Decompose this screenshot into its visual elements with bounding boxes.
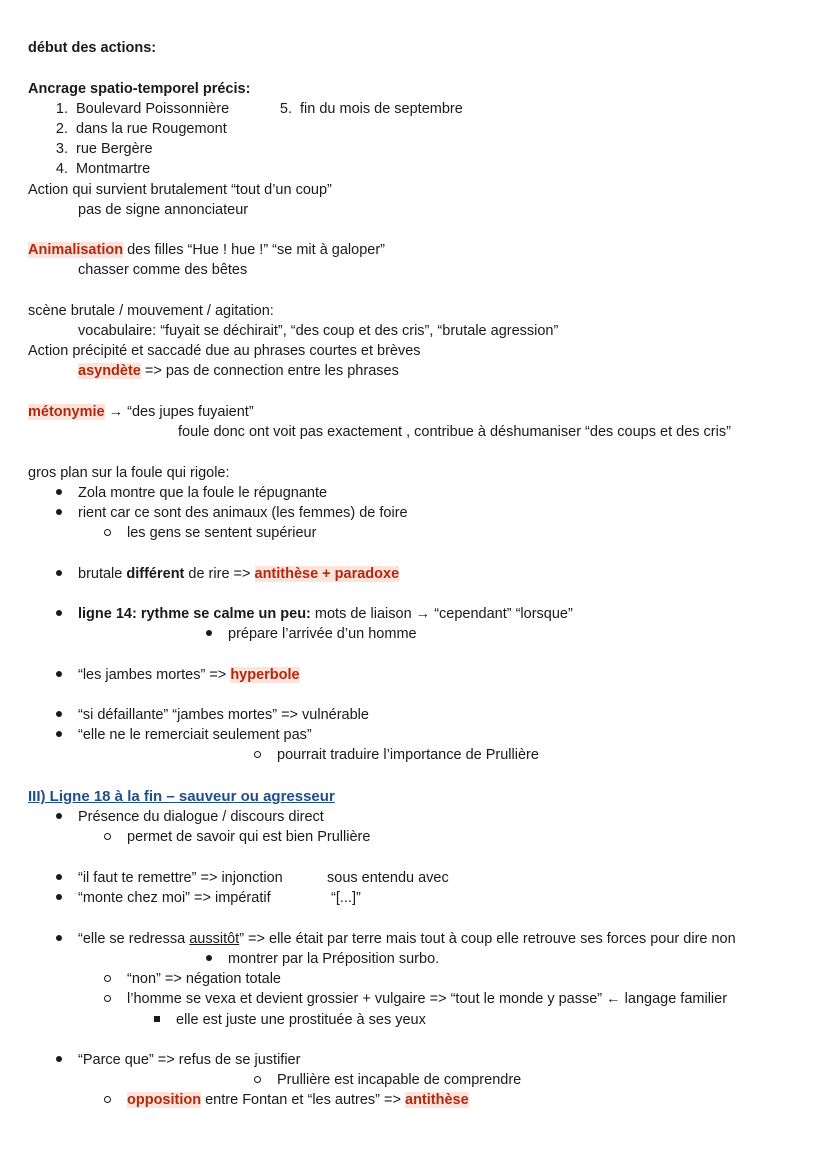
circle-bullet-icon [104, 975, 111, 982]
list-item [56, 929, 736, 949]
list-text: “si défaillante” “jambes mortes” => vulnérable [78, 707, 369, 723]
list-text: “il faut te remettre” => injonction [78, 870, 283, 886]
text-span: des filles “Hue ! hue !” “se mit à galoper” [123, 242, 385, 258]
circle-bullet-icon [254, 1076, 261, 1083]
list-text: “elle ne le remerciait seulement pas” [78, 727, 312, 743]
bullet-icon [56, 509, 62, 515]
list-item [56, 503, 408, 523]
highlight-term: opposition [127, 1092, 202, 1108]
circle-bullet-icon [104, 995, 111, 1002]
circle-bullet-icon [104, 833, 111, 840]
text-span: “les jambes mortes” => [78, 667, 231, 683]
list-text: fin du mois de septembre [300, 101, 463, 117]
heading-debut-actions: début des actions: [28, 40, 157, 56]
highlight-term: asyndète [78, 363, 141, 379]
list-text: les gens se sentent supérieur [127, 525, 317, 541]
text-line: Action précipité et saccadé due au phrases courtes et brèves [28, 343, 421, 359]
list-item [44, 159, 150, 179]
bullet-icon [56, 731, 62, 737]
list-item [44, 139, 153, 159]
section-heading-3: III) Ligne 18 à la fin – sauveur ou agresseur [28, 788, 335, 805]
text-span: → “des jupes fuyaient” [104, 404, 254, 420]
bullet-icon [56, 1056, 62, 1062]
list-item [56, 483, 327, 503]
bullet-icon [56, 894, 62, 900]
list-item [56, 665, 300, 685]
bold-term: différent [126, 566, 185, 582]
list-item [44, 119, 227, 139]
list-item [56, 725, 312, 745]
list-number: 5. [279, 101, 292, 117]
list-text: Zola montre que la foule le répugnante [78, 485, 328, 501]
bold-term: ligne 14: rythme se calme un peu: [78, 606, 311, 622]
text-line: pas de signe annonciateur [78, 202, 249, 218]
text-span: “elle se redressa [78, 931, 190, 947]
list-item [44, 99, 229, 119]
list-item [56, 868, 283, 888]
list-text: rient car ce sont des animaux (les femmes) de foire [78, 505, 408, 521]
heading-ancrage: Ancrage spatio-temporel précis: [28, 81, 251, 97]
list-text: “non” => négation totale [127, 971, 281, 987]
list-text: pourrait traduire l’importance de Prullière [277, 747, 539, 763]
bullet-icon [206, 955, 212, 961]
list-item [56, 888, 271, 908]
list-text: rue Bergère [76, 141, 153, 157]
list-item [56, 705, 369, 725]
text-span: => pas de connection entre les phrases [140, 363, 399, 379]
text-line: vocabulaire: “fuyait se déchirait”, “des coup et des cris”, “brutale agression” [78, 323, 559, 339]
list-text: Présence du dialogue / discours direct [78, 809, 324, 825]
list-item [206, 624, 417, 644]
highlight-term: Animalisation [28, 242, 124, 258]
highlight-term: hyperbole [230, 667, 300, 683]
list-item [254, 745, 539, 765]
list-text: l’homme se vexa et devient grossier + vulgaire => “tout le monde y passe” ← langage familier [127, 991, 728, 1007]
text-span: ” => elle était par terre mais tout à coup elle retrouve ses forces pour dire non [239, 931, 736, 947]
text-line: foule donc ont voit pas exactement , contribue à déshumaniser “des coups et des cris” [178, 424, 731, 440]
bullet-icon [56, 610, 62, 616]
list-number: 2. [55, 121, 68, 137]
highlight-term: antithèse [405, 1092, 469, 1108]
list-text: Montmartre [76, 161, 151, 177]
text-line: Action qui survient brutalement “tout d’un coup” [28, 182, 332, 198]
text-line [28, 240, 385, 260]
list-text: prépare l’arrivée d’un homme [228, 626, 417, 642]
list-number: 3. [55, 141, 68, 157]
list-item [56, 807, 324, 827]
list-item [254, 1070, 521, 1090]
side-note: “[...]” [331, 890, 361, 906]
text-span: de rire => [184, 566, 255, 582]
list-item [56, 604, 573, 624]
underlined-term: aussitôt [189, 931, 240, 947]
highlight-term: antithèse + paradoxe [254, 566, 400, 582]
list-text: Prullière est incapable de comprendre [277, 1072, 522, 1088]
text-span: brutale [78, 566, 127, 582]
bullet-icon [56, 813, 62, 819]
bullet-icon [206, 630, 212, 636]
text-span: mots de liaison → “cependant” “lorsque” [310, 606, 573, 622]
bullet-icon [56, 935, 62, 941]
list-item [154, 1010, 426, 1030]
list-item [104, 989, 727, 1009]
list-text: permet de savoir qui est bien Prullière [127, 829, 371, 845]
text-line: chasser comme des bêtes [78, 262, 248, 278]
list-item [56, 1050, 300, 1070]
list-text: “Parce que” => refus de se justifier [78, 1052, 301, 1068]
list-item [104, 969, 281, 989]
text-line: gros plan sur la foule qui rigole: [28, 465, 230, 481]
bullet-icon [56, 671, 62, 677]
list-number: 4. [55, 161, 68, 177]
list-text: elle est juste une prostituée à ses yeux [176, 1012, 426, 1028]
square-bullet-icon [154, 1016, 160, 1022]
list-text: montrer par la Préposition surbo. [228, 951, 440, 967]
list-item [206, 949, 439, 969]
list-text: “monte chez moi” => impératif [78, 890, 271, 906]
circle-bullet-icon [104, 1096, 111, 1103]
list-item [268, 99, 463, 119]
list-item [104, 827, 370, 847]
circle-bullet-icon [254, 751, 261, 758]
bullet-icon [56, 570, 62, 576]
text-span: entre Fontan et “les autres” => [201, 1092, 406, 1108]
list-item [104, 1090, 469, 1110]
highlight-term: métonymie [28, 404, 105, 420]
side-note: sous entendu avec [327, 870, 449, 886]
list-text: dans la rue Rougemont [76, 121, 227, 137]
circle-bullet-icon [104, 529, 111, 536]
bullet-icon [56, 874, 62, 880]
text-line [28, 402, 254, 422]
list-item [104, 523, 316, 543]
list-number: 1. [55, 101, 68, 117]
bullet-icon [56, 711, 62, 717]
list-text: Boulevard Poissonnière [76, 101, 230, 117]
text-line: scène brutale / mouvement / agitation: [28, 303, 274, 319]
list-item [56, 564, 399, 584]
bullet-icon [56, 489, 62, 495]
text-line [78, 361, 399, 381]
